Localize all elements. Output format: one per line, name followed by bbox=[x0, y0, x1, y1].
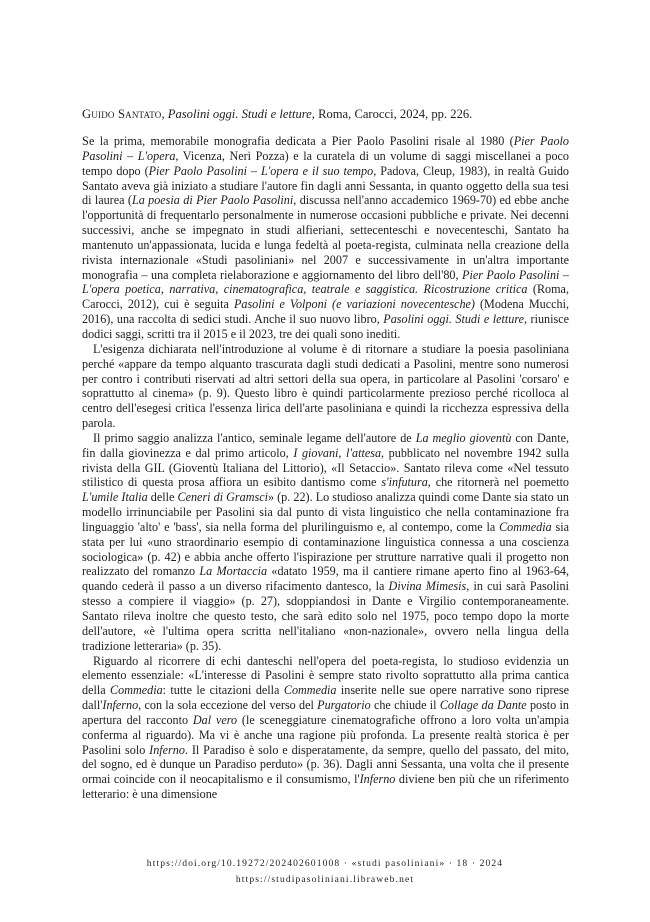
italic-span: Pasolini e Volponi (e variazioni novecentesche) bbox=[233, 297, 475, 312]
review-heading: Guido Santato, Pasolini oggi. Studi e letture, Roma, Carocci, 2024, pp. 226. bbox=[82, 107, 473, 121]
text-span: Il primo saggio analizza l'antico, seminale legame dell'autore de bbox=[93, 430, 416, 445]
italic-span: Pier Paolo Pasolini – L'opera e il suo tempo bbox=[148, 163, 374, 178]
text-span: con Dante, fin dalla giovinezza e dal primo articolo, bbox=[82, 430, 569, 460]
text-span: delle bbox=[147, 490, 178, 505]
italic-span: Commedia bbox=[110, 683, 163, 698]
italic-span: Purgatorio bbox=[317, 698, 371, 713]
review-body bbox=[82, 134, 569, 802]
text-span: » (p. 22). Lo studioso analizza quindi come Dante sia stato un modello irrinunciabile per Pasolini sia dal punto di vista linguistico che nella contaminazione fra linguaggio 'alto' e 'bass', sia nella forma del plurilinguismo e, al contempo, come la bbox=[82, 490, 569, 534]
italic-span: La Mortaccia bbox=[199, 564, 268, 579]
text-span: : tutte le citazioni della bbox=[162, 683, 284, 698]
review-page bbox=[82, 106, 569, 802]
paragraph bbox=[82, 654, 569, 802]
footer-doi: https://doi.org/10.19272/202402601008 · «studi pasoliniani» · 18 · 2024 bbox=[146, 858, 504, 869]
text-span: «datato 1959, ma il cantiere rimane aperto fino al 1963-64, quando cederà il passo a un diverso rifacimento dantesco, la bbox=[82, 564, 569, 594]
text-span: , con la sola eccezione del verso del bbox=[138, 698, 318, 713]
italic-span: Inferno bbox=[102, 698, 139, 713]
review-book-title: Pasolini oggi. Studi e letture bbox=[167, 107, 312, 121]
text-span: , che ritornerà nel poemetto bbox=[427, 475, 570, 490]
text-span: che chiude il bbox=[370, 698, 440, 713]
italic-span: I giovani, l'attesa bbox=[293, 445, 382, 460]
text-span: , Padova, Cleup, 1983), in realtà Guido Santato aveva già iniziato a studiare l'autore fin dagli anni Sessanta, in quanto oggetto della sua tesi di laurea ( bbox=[82, 163, 569, 208]
italic-span: Collage da Dante bbox=[439, 698, 527, 713]
italic-span: Commedia bbox=[283, 683, 337, 698]
text-span: , discussa nell'anno accademico 1969-70) ed ebbe anche l'opportunità di frequentarlo personalmente in numerose occasioni pubbliche e private. Nei decenni successivi, anche se impegnato in studi alfieriani, settecenteschi e novecenteschi, Santato ha mantenuto un'appassionata, lucida e lunga fedeltà al poeta-regista, culminata nella creazione della rivista internazionale «Studi pasoliniani» nel 2007 e successivamente in un'altra importante monografia – una completa rielaborazione e aggiornamento del libro dell'80, bbox=[82, 193, 570, 282]
paragraph bbox=[82, 134, 569, 342]
italic-span: s'infutura bbox=[381, 475, 428, 490]
footer-website[interactable]: https://studipasoliniani.libraweb.net bbox=[235, 874, 415, 885]
paragraph bbox=[82, 431, 569, 654]
italic-span: Pier Paolo Pasolini – L'opera poetica, narrativa, cinematografica, teatrale e saggistica. Ricostruzione critica bbox=[82, 267, 569, 297]
italic-span: La meglio gioventù bbox=[415, 430, 512, 445]
italic-span: Dal vero bbox=[192, 712, 238, 727]
text-span: diviene ben più che un riferimento letterario: è una dimensione bbox=[82, 772, 569, 802]
italic-span: Inferno bbox=[359, 772, 396, 787]
text-span: (Modena Mucchi, 2016), una raccolta di sedici studi. Anche il suo nuovo libro, bbox=[82, 297, 569, 327]
text-span: (le sceneggiature cinematografiche offrono a loro volta un'ampia conferma al riguardo). Ma vi è anche una ragione più profonda. La presente realtà storica è per Pasolini solo bbox=[82, 712, 569, 757]
paragraph bbox=[82, 342, 569, 431]
italic-span: Pasolini oggi. Studi e letture bbox=[383, 312, 525, 327]
text-span: inserite nelle sue opere narrative sono riprese dall' bbox=[82, 683, 570, 713]
review-publication: , Roma, Carocci, 2024, pp. 226. bbox=[311, 107, 473, 121]
text-span: , riunisce dodici saggi, scritti tra il 2015 e il 2023, tre dei quali sono inediti. bbox=[82, 312, 569, 341]
text-span: (Roma, Carocci, 2012), cui è seguita bbox=[82, 282, 569, 312]
drop-initial: S bbox=[82, 134, 89, 148]
text-span: Riguardo al ricorrere di echi danteschi nell'opera del poeta-regista, lo studioso evidenzia un elemento essenziale: «L'interesse di Pasolini è sempre stato rivolto soprattutto alla prima cantica della bbox=[82, 653, 569, 698]
italic-span: Inferno bbox=[149, 742, 185, 757]
text-span: sia stata per lui «uno straordinario esempio di contaminazione linguistica connessa a una coscienza sociologica» (p. 42) e abbia anche offerto l'ispirazione per strutture narrative quali il progetto non realizzato del romanzo bbox=[82, 519, 569, 579]
text-span: . Il Paradiso è solo e disperatamente, da sempre, quello del passato, del mito, del sogno, ed è dunque un Paradiso perduto» (p. 36). Dagli anni Sessanta, una volta che il presente ormai coincide con il neocapitalismo e il consumismo, l' bbox=[82, 742, 570, 787]
text-span: L'esigenza dichiarata nell'introduzione al volume è di ritornare a studiare la poesia pasoliniana perché «appare da tempo alquanto trascurata dagli studi dedicati a Pasolini, mentre sono numerosi per contro i contributi riservati ad altri settori della sua opera, in particolare al Pasolini 'corsaro' e soprattutto al cinema» (p. 9). Questo libro è quindi particolarmente prezioso perché ricolloca al centro dell'esegesi critica l'essenza lirica dell'arte pasoliniana e quindi la ricchezza espressiva della parola. bbox=[82, 341, 569, 431]
text-span: e la prima, memorabile monografia dedicata a Pier Paolo Pasolini risale al 1980 ( bbox=[88, 134, 514, 148]
italic-span: La poesia di Pier Paolo Pasolini bbox=[131, 193, 294, 208]
italic-span: Pier Paolo Pasolini – L'opera bbox=[82, 134, 570, 163]
italic-span: Ceneri di Gramsci bbox=[177, 490, 268, 505]
italic-span: L'umile Italia bbox=[82, 490, 148, 505]
text-span: , pubblicato nel novembre 1942 sulla rivista della GIL (Gioventù Italiana del Littorio), «Il Setaccio». Santato rileva come «Nel tessuto stilistico di questa prosa affiora un esibito dantismo come bbox=[82, 445, 569, 490]
italic-span: Commedia bbox=[499, 519, 552, 534]
text-span: , in cui sarà Pasolini stesso a compiere il viaggio» (p. 27), sdoppiandosi in Dante e Virgilio contemporaneamente. Santato rileva inoltre che questo testo, che sarà edito solo nel 1975, poco tempo dopo la morte dell'autore, «è l'ultima opera scritta nell'italiano «non-nazionale», ovvero nella lingua della tradizione letteraria» (p. 35). bbox=[82, 579, 569, 653]
italic-span: Divina Mimesis bbox=[388, 579, 467, 594]
text-span: posto in apertura del racconto bbox=[82, 698, 569, 727]
review-author: Guido Santato bbox=[82, 107, 162, 121]
text-span: , Vicenza, Neri Pozza) e la curatela di un volume di saggi miscellanei a poco tempo dopo ( bbox=[82, 148, 569, 178]
